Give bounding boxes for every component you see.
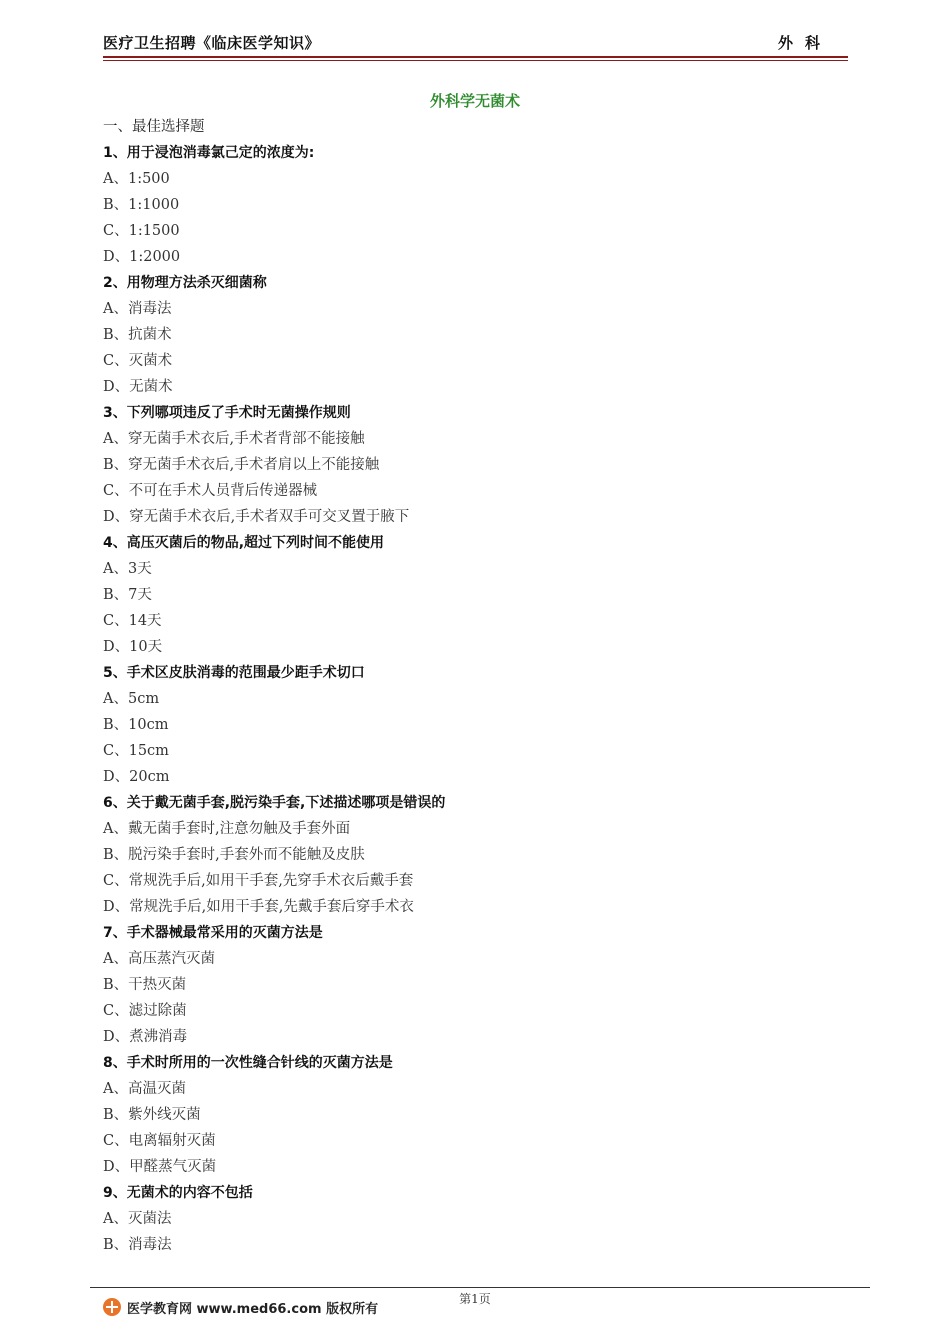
header-subject: 外科 [777, 34, 832, 52]
answer-option: B、1:1000 [103, 197, 180, 213]
page-header [103, 30, 848, 58]
answer-option: C、滤过除菌 [103, 1003, 187, 1019]
answer-option: A、高温灭菌 [103, 1081, 186, 1097]
answer-option: B、紫外线灭菌 [103, 1107, 201, 1123]
answer-option: A、3天 [103, 561, 152, 577]
answer-option: B、10cm [103, 717, 169, 733]
question-text: 9、无菌术的内容不包括 [103, 1185, 253, 1201]
question-text: 3、下列哪项违反了手术时无菌操作规则 [103, 405, 351, 421]
question-list [103, 114, 848, 1258]
answer-option: B、脱污染手套时,手套外而不能触及皮肤 [103, 847, 365, 863]
answer-option: A、灭菌法 [103, 1211, 172, 1227]
question-text: 4、高压灭菌后的物品,超过下列时间不能使用 [103, 535, 385, 551]
answer-option: A、消毒法 [103, 301, 172, 317]
answer-option: B、7天 [103, 587, 152, 603]
answer-option: C、不可在手术人员背后传递器械 [103, 483, 318, 499]
answer-option: B、消毒法 [103, 1237, 172, 1253]
answer-option: D、穿无菌手术衣后,手术者双手可交叉置于腋下 [103, 509, 410, 525]
answer-option: A、穿无菌手术衣后,手术者背部不能接触 [103, 431, 365, 447]
footer-divider [90, 1287, 870, 1288]
answer-option: C、常规洗手后,如用干手套,先穿手术衣后戴手套 [103, 873, 414, 889]
answer-option: B、抗菌术 [103, 327, 172, 343]
header-title: 医疗卫生招聘《临床医学知识》 [103, 34, 321, 52]
answer-option: A、5cm [103, 691, 160, 707]
answer-option: C、14天 [103, 613, 162, 629]
answer-option: C、电离辐射灭菌 [103, 1133, 216, 1149]
answer-option: C、15cm [103, 743, 169, 759]
header-divider [103, 56, 848, 61]
question-text: 7、手术器械最常采用的灭菌方法是 [103, 925, 323, 941]
section-heading: 一、最佳选择题 [103, 119, 205, 135]
question-text: 6、关于戴无菌手套,脱污染手套,下述描述哪项是错误的 [103, 795, 446, 811]
answer-option: B、干热灭菌 [103, 977, 187, 993]
question-text: 1、用于浸泡消毒氯己定的浓度为: [103, 145, 315, 161]
answer-option: D、无菌术 [103, 379, 173, 395]
answer-option: D、煮沸消毒 [103, 1029, 188, 1045]
question-text: 5、手术区皮肤消毒的范围最少距手术切口 [103, 665, 365, 681]
footer-copyright: 医学教育网 www.med66.com 版权所有 [127, 1301, 379, 1317]
answer-option: D、甲醛蒸气灭菌 [103, 1159, 217, 1175]
document-title: 外科学无菌术 [429, 92, 520, 110]
answer-option: D、1:2000 [103, 249, 181, 265]
answer-option: A、1:500 [103, 171, 170, 187]
footer-brand [103, 1296, 378, 1318]
answer-option: B、穿无菌手术衣后,手术者肩以上不能接触 [103, 457, 380, 473]
answer-option: D、20cm [103, 769, 170, 785]
page-number: 第1页 [459, 1292, 491, 1306]
answer-option: A、戴无菌手套时,注意勿触及手套外面 [103, 821, 351, 837]
med-cross-logo-icon [103, 1298, 121, 1316]
question-text: 2、用物理方法杀灭细菌称 [103, 275, 267, 291]
answer-option: D、10天 [103, 639, 163, 655]
answer-option: C、灭菌术 [103, 353, 173, 369]
answer-option: D、常规洗手后,如用干手套,先戴手套后穿手术衣 [103, 899, 414, 915]
answer-option: A、高压蒸汽灭菌 [103, 951, 215, 967]
answer-option: C、1:1500 [103, 223, 180, 239]
question-text: 8、手术时所用的一次性缝合针线的灭菌方法是 [103, 1055, 393, 1071]
